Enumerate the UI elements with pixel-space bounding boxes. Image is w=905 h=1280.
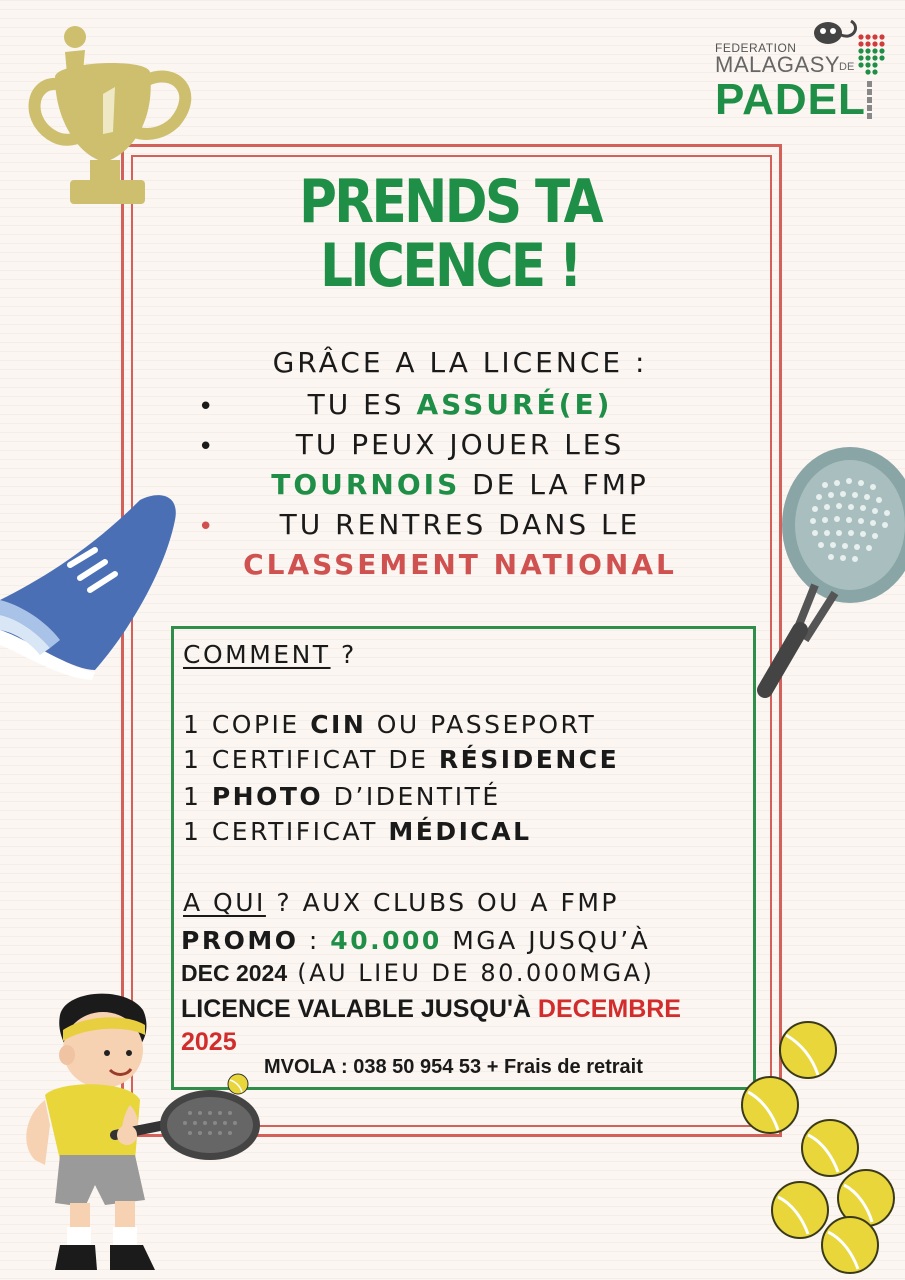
tennis-balls-icon: [738, 1020, 903, 1280]
benefits-intro: GRÂCE A LA LICENCE :: [272, 346, 648, 379]
promo-price: 40.000: [330, 926, 442, 955]
sneaker-icon: [0, 490, 185, 680]
benefit-tournaments-line1: TU PEUX JOUER LES: [295, 428, 625, 461]
doc-cin: 1 COPIE CIN OU PASSEPORT: [183, 710, 597, 739]
logo-de-text: DE: [839, 61, 855, 73]
validity-line: LICENCE VALABLE JUSQU'À DECEMBRE: [181, 995, 681, 1023]
benefit-ranking-line1: TU RENTRES DANS LE: [279, 508, 641, 541]
trophy-icon: [25, 22, 200, 207]
benefit-insured: TU ES ASSURÉ(E): [307, 388, 613, 421]
lemur-icon: [803, 15, 863, 50]
benefit-tournaments-line2: TOURNOIS DE LA FMP: [271, 468, 649, 501]
bullet-1: •: [198, 392, 214, 422]
bullet-2: •: [198, 432, 214, 462]
tournaments-highlight: TOURNOIS: [271, 468, 461, 501]
logo-padel-text: PADEL: [715, 75, 866, 124]
doc-photo: 1 PHOTO D’IDENTITÉ: [183, 782, 501, 811]
title-line-2: LICENCE !: [320, 231, 580, 301]
benefit-ranking-line2: [180, 548, 740, 581]
how-heading: COMMENT ?: [183, 640, 357, 669]
payment-info: MVOLA : 038 50 954 53 + Frais de retrait: [264, 1056, 643, 1078]
insured-highlight: ASSURÉ(E): [416, 388, 613, 421]
title-line-1: PRENDS TA: [299, 167, 601, 237]
padel-racket-icon: [755, 445, 905, 695]
validity-year: 2025: [181, 1028, 237, 1056]
where-line: A QUI ? AUX CLUBS OU A FMP: [183, 888, 620, 917]
federation-logo: [715, 15, 890, 135]
doc-residence: 1 CERTIFICAT DE RÉSIDENCE: [183, 745, 620, 774]
ranking-highlight: CLASSEMENT NATIONAL: [243, 548, 677, 581]
logo-federation-text: FEDERATION: [715, 41, 797, 55]
player-illustration: [15, 985, 265, 1280]
promo-line: PROMO : 40.000 MGA JUSQU’À: [181, 926, 651, 955]
logo-malagasy-text: MALAGASY: [715, 52, 841, 77]
doc-medical: 1 CERTIFICAT MÉDICAL: [183, 817, 532, 846]
bullet-3: •: [198, 512, 214, 542]
promo-date-line: DEC 2024 (AU LIEU DE 80.000MGA): [181, 959, 655, 987]
page-title: [269, 167, 630, 301]
logo-dots-icon: [855, 31, 890, 131]
